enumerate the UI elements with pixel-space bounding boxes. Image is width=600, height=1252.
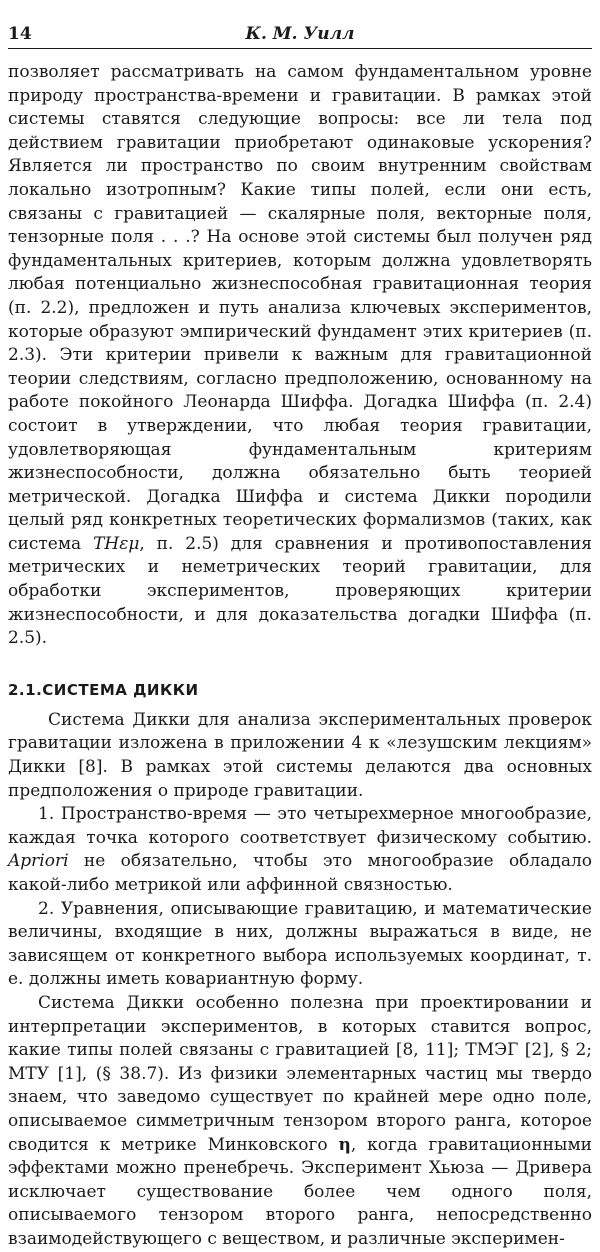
running-title: К. М. Уилл [245,24,355,44]
formalism-name: THεμ [93,533,140,554]
page-number: 14 [8,24,32,44]
intro-text: позволяет рассматривать на самом фундаментальном уровне природу пространства-времени и гравитации. В рамках этой системы ставятся следующие вопросы: все ли тела под действием гравитации приобретают одинаковые ускорения? Является ли пространство по своим внутренним свойствам локально изотропным? Какие типы полей, если они есть, связаны с гравитацией — скалярные поля, векторные поля, тензорные поля . . .? На основе этой системы был получен ряд фундаментальных критериев, которым должна удовлетворять любая потенциально жизнеспособная гравитационная теория (п. 2.2), предложен и путь анализа ключевых экспериментов, которые образуют эмпирический фундамент этих критериев (п. 2.3). Эти критерии привели к важным для гравитационной теории следствиям, согласно предположению, основанному на работе покойного Леонарда Шиффа. Догадка Шиффа (п. 2.4) состоит в утверждении, что любая теория гравитации, удовлетворяющая фундаментальным критериям жизнеспособности, должна обязательно быть теорией метрической. Догадка Шиффа и система Дикки породили целый ряд конкретных теоретических формализмов (таких, как система [8,62,592,554]
item1-italic: Apriori [8,851,69,872]
eta-symbol: η [338,1134,351,1155]
assumption-item-2: 2. Уравнения, описывающие гравитацию, и математические величины, входящие в них, должны выражаться в виде, не зависящем от конкретного выбора используемых координат, т. е. должны иметь ковариантную форму. [8,898,592,990]
item1-text-end: не обязательно, чтобы это многообразие обладало какой-либо метрикой или аффинной связностью. [8,851,592,895]
item1-text: 1. Пространство-время — это четырехмерное многообразие, каждая точка которого соответствует физическому событию. [8,804,592,848]
intro-paragraph [8,61,592,651]
assumption-item-1 [8,803,592,897]
intro-text-end: , п. 2.5) для сравнения и противопоставления метрических и неметрических теорий гравитации, для обработки экспериментов, проверяющих критерии жизнеспособности, и для доказательства догадки Шиффа (п. 2.5). [8,533,592,649]
section-heading: 2.1.СИСТЕМА ДИККИ [8,680,199,699]
section-paragraph-1: Система Дикки для анализа экспериментальных проверок гравитации изложена в приложении 4 к «лезушским лекциям» Дикки [8]. В рамках этой системы делаются два основных предположения о природе гравитации. [8,709,592,801]
section-paragraph-2 [8,992,592,1252]
running-header [8,22,592,49]
book-page [8,22,592,1252]
para2-text: Система Дикки особенно полезна при проектировании и интерпретации экспериментов, в которых ставится вопрос, какие типы полей связаны с гравитацией [8, 11]; ТМЭГ [2], § 2; МТУ [1], (§ 38.7). Из физики элементарных частиц мы твердо знаем, что заведомо существует по крайней мере одно поле, описываемое симметричным тензором второго ранга, которое сводится к метрике Минковского [8,992,592,1155]
para2-text-end: , когда гравитационными эффектами можно пренебречь. Эксперимент Хьюза — Дривера исключает существование более чем одного поля, описываемого тензором второго ранга, непосредственно взаимодействующего с веществом, и различные эксперимен- [8,1134,592,1249]
